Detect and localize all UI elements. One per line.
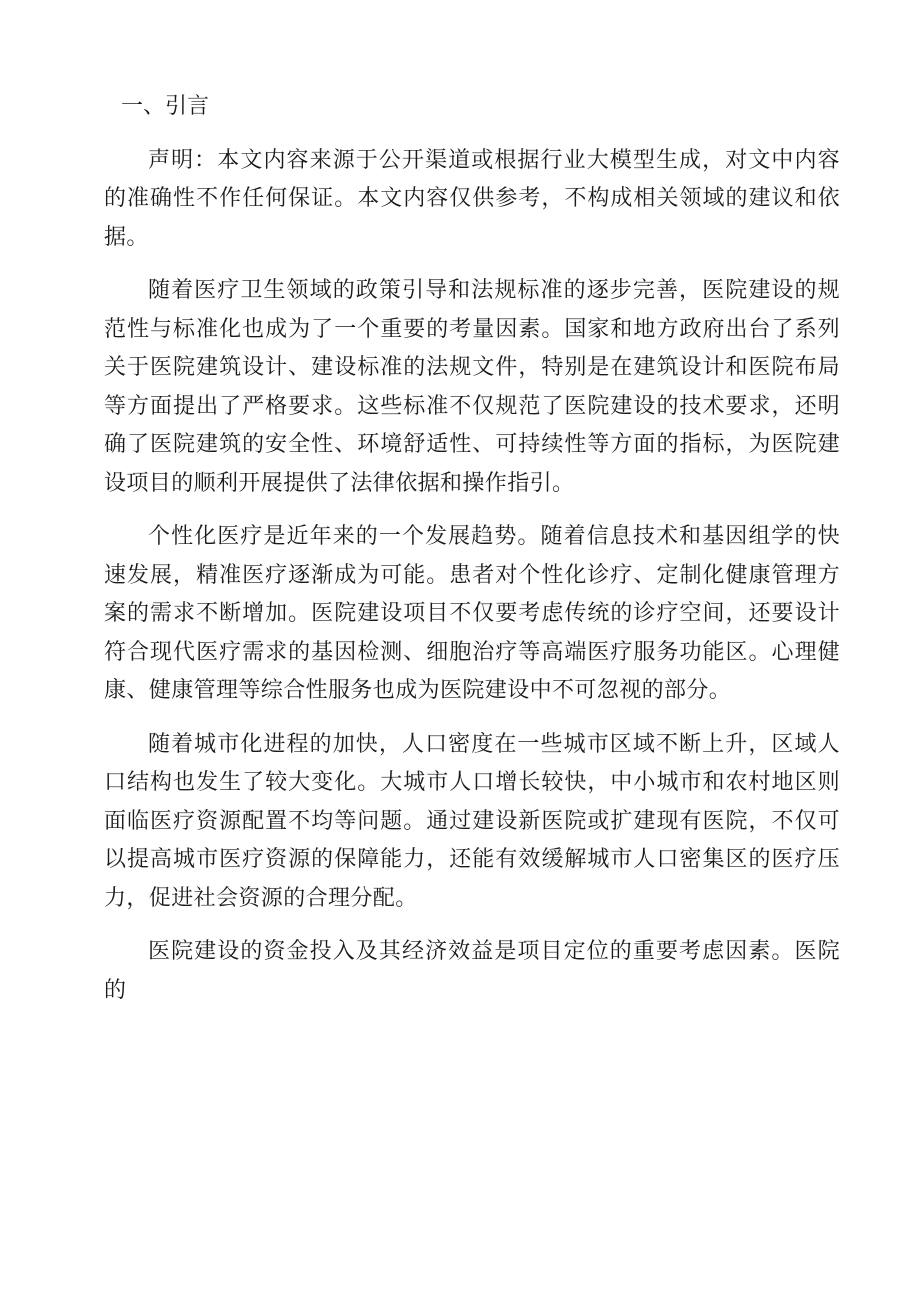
- section-heading: 一、引言: [121, 94, 210, 119]
- disclaimer-paragraph: 声明：本文内容来源于公开渠道或根据行业大模型生成，对文中内容的准确性不作任何保证。本文内容仅供参考，不构成相关领域的建议和依据。: [104, 147, 840, 250]
- body-paragraph: 随着医疗卫生领域的政策引导和法规标准的逐步完善，医院建设的规范性与标准化也成为了一个重要的考量因素。国家和地方政府出台了系列关于医院建筑设计、建设标准的法规文件，特别是在建筑设计和医院布局等方面提出了严格要求。这些标准不仅规范了医院建设的技术要求，还明确了医院建筑的安全性、环境舒适性、可持续性等方面的指标，为医院建设项目的顺利开展提供了法律依据和操作指引。: [104, 278, 840, 496]
- body-paragraph: 随着城市化进程的加快，人口密度在一些城市区域不断上升，区域人口结构也发生了较大变化。大城市人口增长较快，中小城市和农村地区则面临医疗资源配置不均等问题。通过建设新医院或扩建现有医院，不仅可以提高城市医疗资源的保障能力，还能有效缓解城市人口密集区的医疗压力，促进社会资源的合理分配。: [104, 731, 840, 911]
- body-paragraph: 医院建设的资金投入及其经济效益是项目定位的重要考虑因素。医院的: [104, 939, 840, 1003]
- body-paragraph: 个性化医疗是近年来的一个发展趋势。随着信息技术和基因组学的快速发展，精准医疗逐渐成为可能。患者对个性化诊疗、定制化健康管理方案的需求不断增加。医院建设项目不仅要考虑传统的诊疗空间，还要设计符合现代医疗需求的基因检测、细胞治疗等高端医疗服务功能区。心理健康、健康管理等综合性服务也成为医院建设中不可忽视的部分。: [104, 524, 840, 703]
- document-body: [104, 88, 840, 1010]
